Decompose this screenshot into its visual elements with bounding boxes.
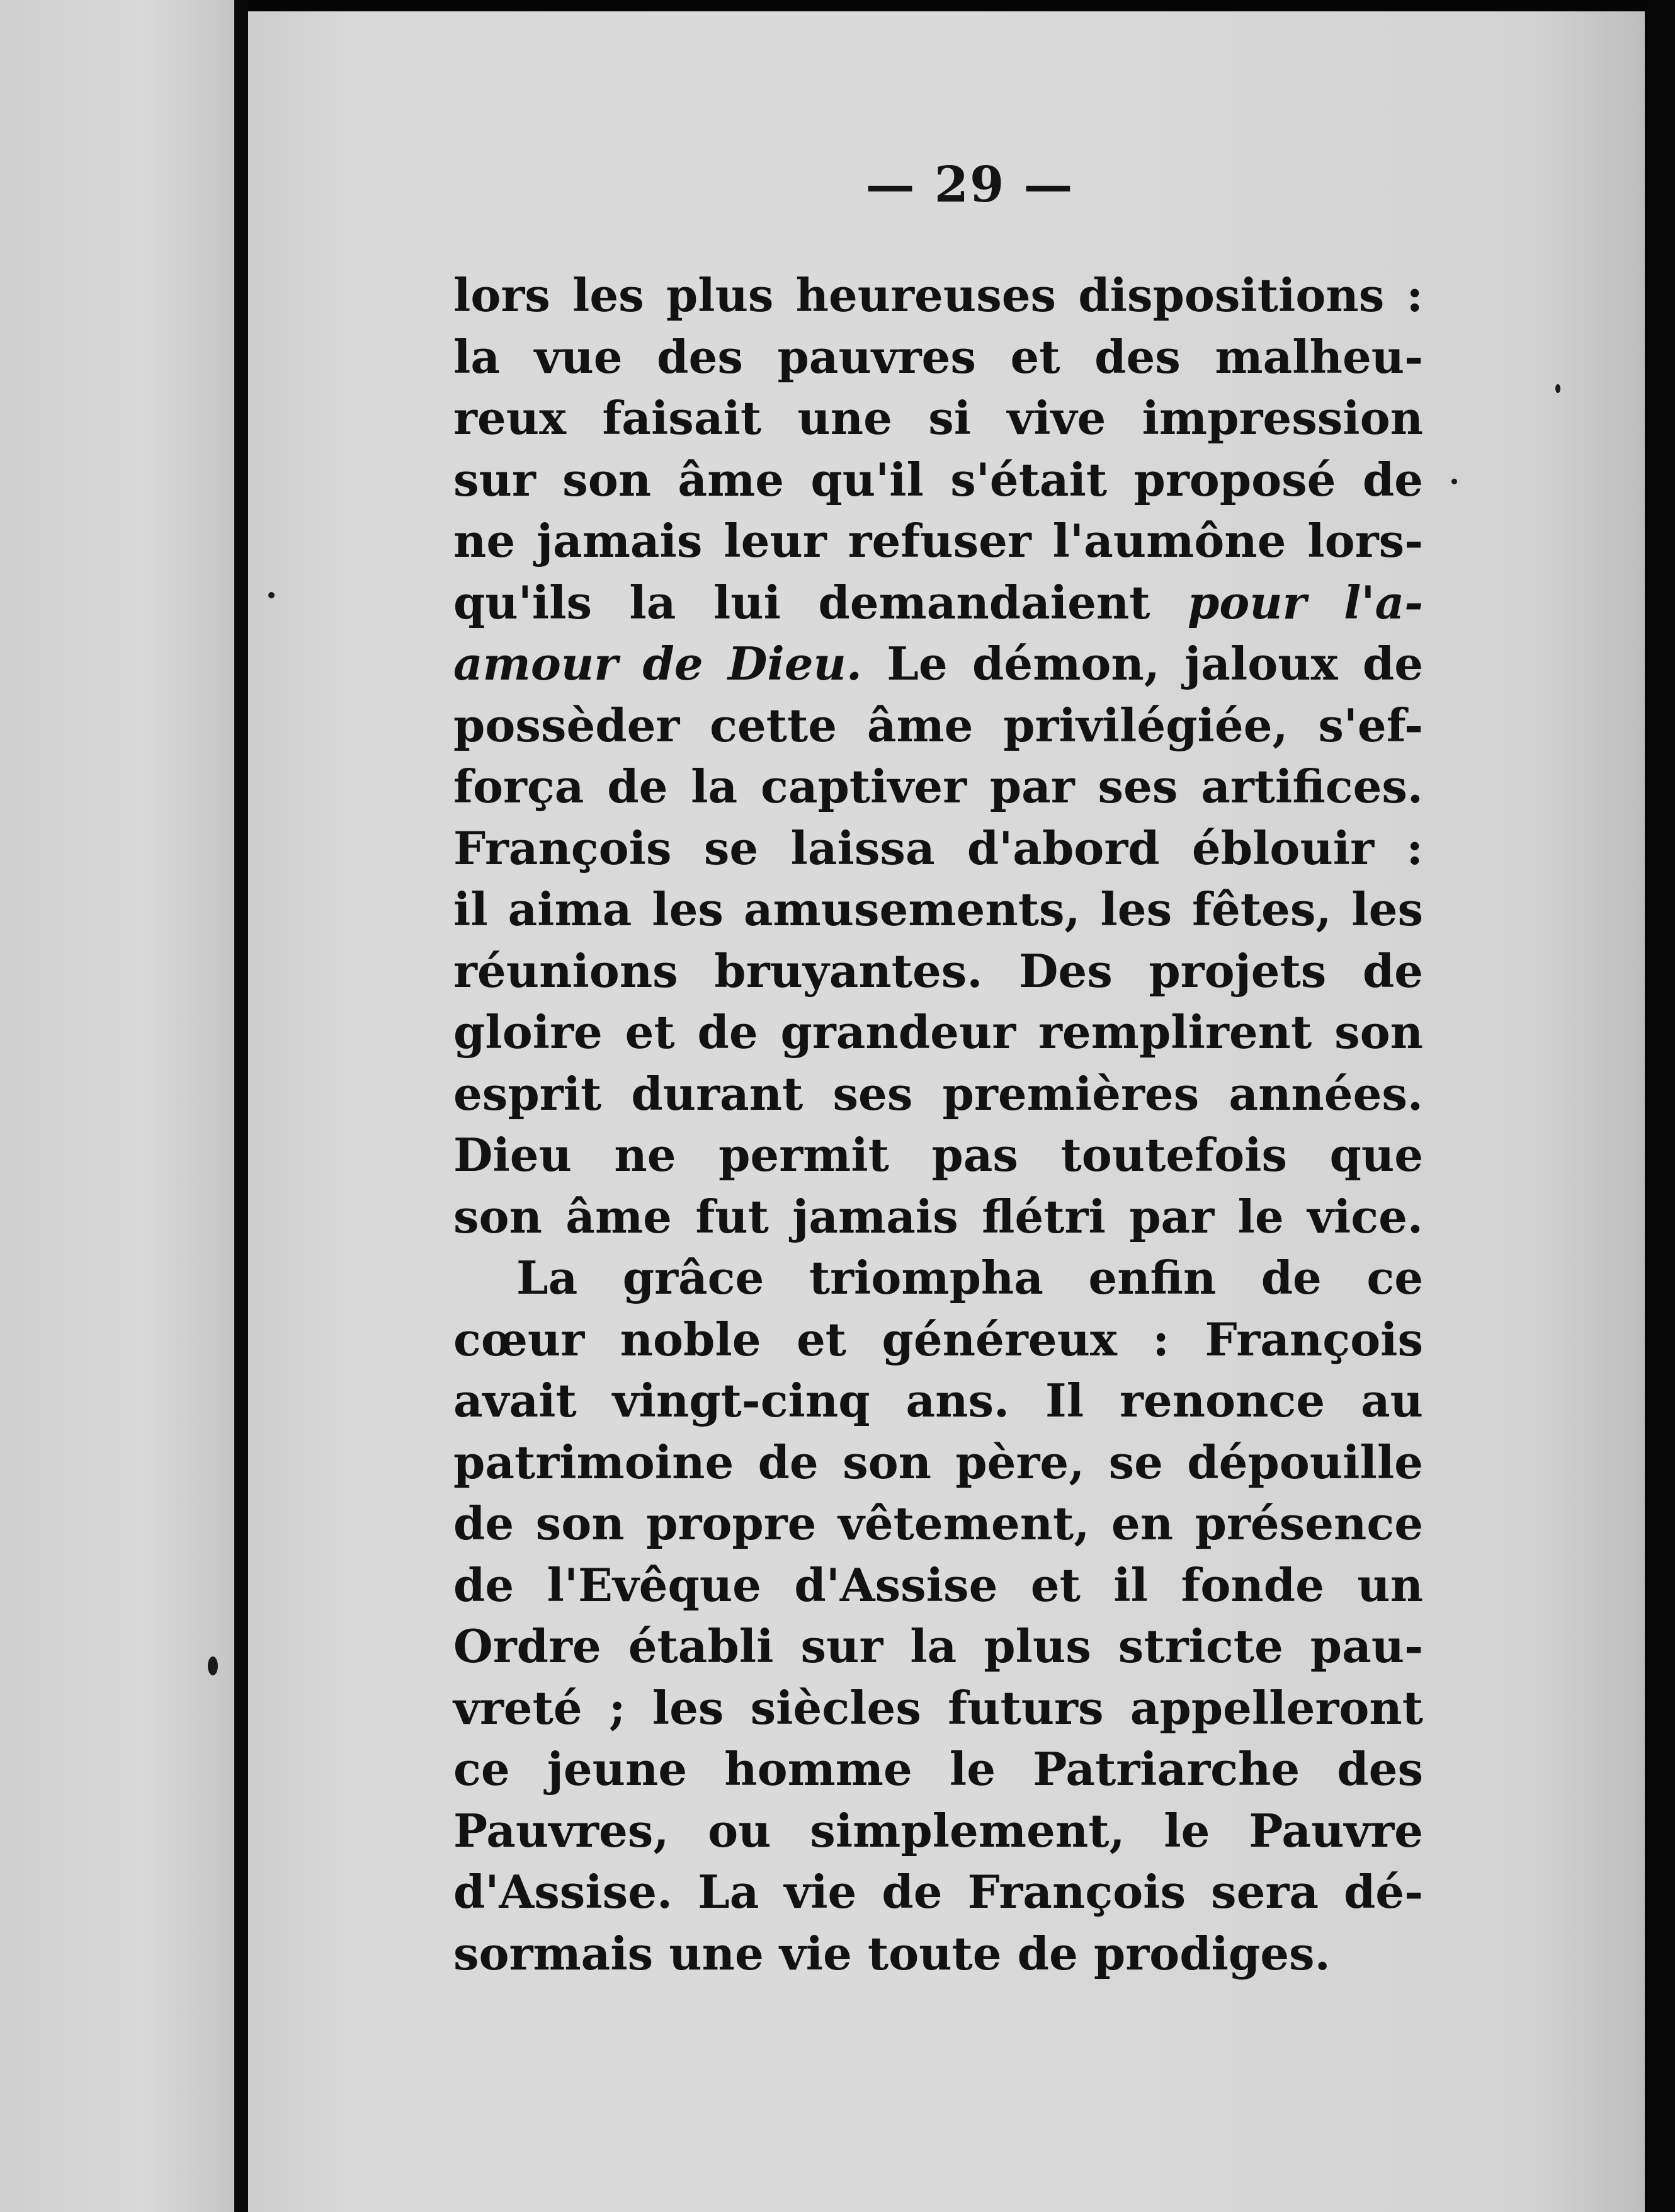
text-line: força de la captiver par ses artifices. bbox=[453, 760, 1423, 813]
text-line: patrimoine de son père, se dépouille bbox=[453, 1435, 1423, 1489]
text-line: de l'Evêque d'Assise et il fonde un bbox=[453, 1558, 1423, 1612]
book-gutter bbox=[234, 0, 248, 2212]
text-line: il aima les amusements, les fêtes, les bbox=[453, 882, 1423, 936]
text-line: la vue des pauvres et des malheu- bbox=[453, 329, 1423, 384]
text-line: reux faisait une si vive impression bbox=[453, 391, 1423, 445]
text-line bbox=[453, 633, 1423, 695]
text-line: ce jeune homme le Patriarche des bbox=[453, 1742, 1423, 1796]
text-segment: qu'ils la lui demandaient bbox=[453, 575, 1188, 629]
text-line: vreté ; les siècles futurs appelleront bbox=[453, 1680, 1423, 1735]
ink-speck bbox=[208, 1656, 218, 1675]
text-segment: Le démon, jaloux de bbox=[861, 637, 1423, 690]
text-line: lors les plus heureuses dispositions : bbox=[453, 268, 1423, 322]
text-line: d'Assise. La vie de François sera dé- bbox=[453, 1865, 1423, 1918]
text-line: Ordre établi sur la plus stricte pau- bbox=[453, 1619, 1423, 1673]
body-text bbox=[453, 265, 1423, 1984]
italic-phrase: pour l'a- bbox=[1187, 575, 1423, 629]
text-line: possèder cette âme privilégiée, s'ef- bbox=[453, 698, 1423, 752]
text-line: La grâce triompha enfin de ce bbox=[516, 1251, 1423, 1304]
page-number: — 29 — bbox=[865, 156, 1074, 214]
text-line: de son propre vêtement, en présence bbox=[453, 1497, 1423, 1550]
text-line: gloire et de grandeur remplirent son bbox=[453, 1005, 1423, 1059]
right-page-edge bbox=[1645, 0, 1675, 2212]
text-line: ne jamais leur refuser l'aumône lors- bbox=[453, 514, 1423, 567]
ink-speck bbox=[268, 592, 275, 598]
ink-speck bbox=[1451, 479, 1457, 484]
text-line: sormais une vie toute de prodiges. bbox=[453, 1926, 1331, 1980]
text-line: Dieu ne permit pas toutefois que bbox=[453, 1128, 1423, 1182]
text-line: cœur noble et généreux : François bbox=[453, 1312, 1423, 1366]
text-line: son âme fut jamais flétri par le vice. bbox=[453, 1189, 1423, 1243]
text-line: réunions bruyantes. Des projets de bbox=[453, 944, 1423, 998]
ink-speck bbox=[1555, 384, 1560, 393]
text-line: sur son âme qu'il s'était proposé de bbox=[453, 452, 1423, 506]
text-line: esprit durant ses premières années. bbox=[453, 1066, 1423, 1120]
italic-phrase: amour de Dieu. bbox=[453, 637, 862, 690]
left-page-edge bbox=[0, 0, 234, 2212]
text-line: avait vingt-cinq ans. Il renonce au bbox=[453, 1374, 1423, 1427]
text-line bbox=[453, 572, 1423, 634]
text-line: Pauvres, ou simplement, le Pauvre bbox=[453, 1803, 1423, 1857]
text-line: François se laissa d'abord éblouir : bbox=[453, 821, 1423, 875]
